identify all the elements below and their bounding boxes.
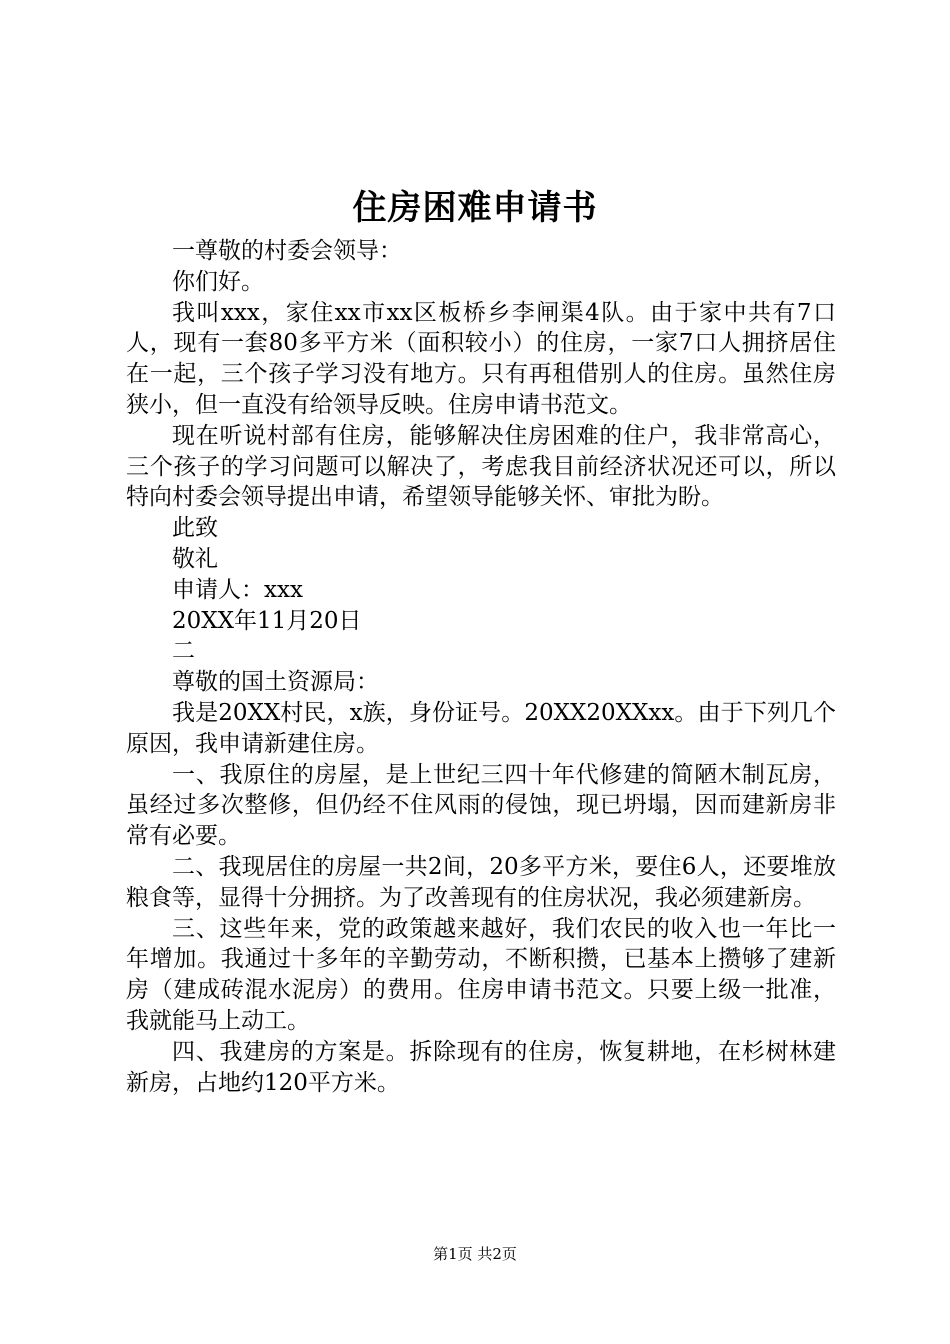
paragraph-section-two: 二 bbox=[172, 638, 195, 665]
paragraph-family-situation: 我叫xxx，家住xx市xx区板桥乡李闸渠4队。由于家中共有7口人，现有一套80多平方米（面积较小）的住房，一家7口人拥挤居住在一起，三个孩子学习没有地方。只有再租借别人的住房。虽然住房狭小，但一直没有给领导反映。住房申请书范文。 bbox=[126, 299, 836, 418]
paragraph-hello: 你们好。 bbox=[172, 268, 264, 295]
paragraph-reason-4: 四、我建房的方案是。拆除现有的住房，恢复耕地，在杉树林建新房，占地约120平方米。 bbox=[126, 1038, 836, 1096]
paragraph-closing-1: 此致 bbox=[172, 515, 218, 542]
paragraph-reason-3: 三、这些年来，党的政策越来越好，我们农民的收入也一年比一年增加。我通过十多年的辛勤劳动，不断积攒，已基本上攒够了建新房（建成砖混水泥房）的费用。住房申请书范文。只要上级一批准，我就能马上动工。 bbox=[126, 915, 836, 1034]
paragraph-greeting-1: 一尊敬的村委会领导： bbox=[172, 238, 402, 264]
paragraph-identity: 我是20XX村民，x族，身份证号。20XX20XXxx。由于下列几个原因，我申请新建住房。 bbox=[126, 699, 836, 757]
paragraph-date: 20XX年11月20日 bbox=[172, 607, 362, 634]
paragraph-reason-1: 一、我原住的房屋，是上世纪三四十年代修建的简陋木制瓦房，虽经过多次整修，但仍经不住风雨的侵蚀，现已坍塌，因而建新房非常有必要。 bbox=[126, 761, 836, 850]
paragraph-applicant: 申请人：xxx bbox=[172, 576, 303, 603]
paragraph-closing-2: 敬礼 bbox=[172, 545, 218, 572]
paragraph-request: 现在听说村部有住房，能够解决住房困难的住户，我非常高心，三个孩子的学习问题可以解决了，考虑我目前经济状况还可以，所以特向村委会领导提出申请，希望领导能够关怀、审批为盼。 bbox=[126, 422, 836, 511]
paragraph-greeting-2: 尊敬的国土资源局： bbox=[172, 669, 379, 696]
document-title: 住房困难申请书 bbox=[352, 188, 598, 228]
paragraph-reason-2: 二、我现居住的房屋一共2间，20多平方米，要住6人，还要堆放粮食等，显得十分拥挤。为了改善现有的住房状况，我必须建新房。 bbox=[126, 853, 836, 911]
page-footer: 第1页 共2页 bbox=[433, 1245, 517, 1263]
document-body bbox=[126, 236, 836, 1098]
